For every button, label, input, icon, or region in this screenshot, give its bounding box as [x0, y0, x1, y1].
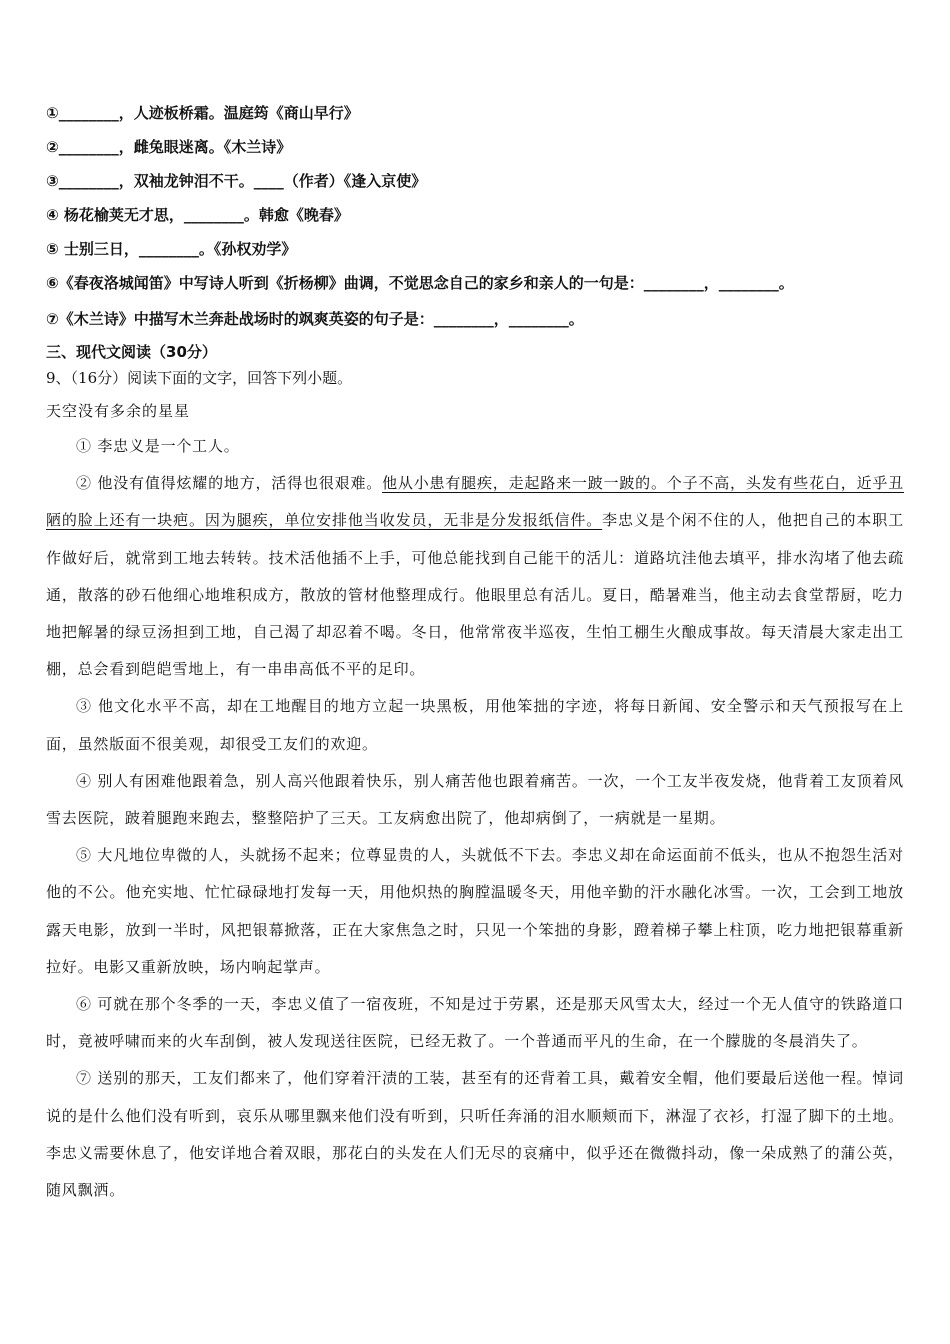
passage-title: 天空没有多余的星星	[46, 402, 191, 420]
paragraph-5: ⑤ 大凡地位卑微的人，头就扬不起来；位尊显贵的人，头就低不下去。李忠义却在命运面前不低头，也从不抱怨生活对他的不公。他充实地、忙忙碌碌地打发每一天，用他炽热的胸膛温暖冬天，用他辛勤的汗水融化冰雪。一次，工会到工地放露天电影，放到一半时，风把银幕掀落，正在大家焦急之时，只见一个笨拙的身影，蹬着梯子攀上柱顶，吃力地把银幕重新拉好。电影又重新放映，场内响起掌声。	[46, 846, 904, 976]
paragraph-2-start: ② 他没有值得炫耀的地方，活得也很艰难。	[76, 474, 383, 493]
underlined-passage: 他从小患有腿疾，走起路来一跛一跛的。个子不高，头发有些花白，近乎丑陋的脸上还有一块疤。因为腿疾，单位安排他当收发员，无非是分发报纸信件。	[46, 474, 904, 530]
fill-blank-7: ⑦《木兰诗》中描写木兰奔赴战场时的飒爽英姿的句子是：________，________。	[46, 310, 584, 328]
paragraph-2-end: 李忠义是个闲不住的人，他把自己的本职工作做好后，就常到工地去转转。技术活他插不上手，可他总能找到自己能干的活儿：道路坑洼他去填平，排水沟堵了他去疏通，散落的砂石他细心地堆积成方，散放的管材他整理成行。他眼里总有活儿。夏日，酷暑难当，他主动去食堂帮厨，吃力地把解暑的绿豆汤担到工地，自己渴了却忍着不喝。冬日，他常常夜半巡夜，生怕工棚生火酿成事故。每天清晨大家走出工棚，总会看到皑皑雪地上，有一串串高低不平的足印。	[46, 511, 904, 679]
fill-blank-3: ③________，双袖龙钟泪不干。____（作者）《逢入京使》	[46, 172, 427, 190]
paragraph-7: ⑦ 送别的那天，工友们都来了，他们穿着汗渍的工装，甚至有的还背着工具，戴着安全帽，他们要最后送他一程。悼词说的是什么他们没有听到，哀乐从哪里飘来他们没有听到，只听任奔涌的泪水顺颊而下，淋湿了衣衫，打湿了脚下的土地。李忠义需要休息了，他安详地合着双眼，那花白的头发在人们无尽的哀痛中，似乎还在微微抖动，像一朵成熟了的蒲公英，随风飘洒。	[46, 1069, 904, 1200]
fill-blank-6: ⑥《春夜洛城闻笛》中写诗人听到《折杨柳》曲调，不觉思念自己的家乡和亲人的一句是：________，________。	[46, 274, 794, 292]
paragraph-6: ⑥ 可就在那个冬季的一天，李忠义值了一宿夜班，不知是过于劳累，还是那天风雪太大，经过一个无人值守的铁路道口时，竟被呼啸而来的火车刮倒，被人发现送往医院，已经无救了。一个普通而平凡的生命，在一个朦胧的冬晨消失了。	[46, 995, 904, 1051]
fill-blank-2: ②________，雌兔眼迷离。《木兰诗》	[46, 138, 292, 156]
paragraph-4: ④ 别人有困难他跟着急，别人高兴他跟着快乐，别人痛苦他也跟着痛苦。一次，一个工友半夜发烧，他背着工友顶着风雪去医院，跛着腿跑来跑去，整整陪护了三天。工友病愈出院了，他却病倒了，一病就是一星期。	[46, 771, 904, 828]
paragraph-1: ① 李忠义是一个工人。	[76, 437, 240, 455]
paragraph-3: ③ 他文化水平不高，却在工地醒目的地方立起一块黑板，用他笨拙的字迹，将每日新闻、安全警示和天气预报写在上面，虽然版面不很美观，却很受工友们的欢迎。	[46, 697, 904, 753]
fill-blank-4: ④ 杨花榆荚无才思，________。韩愈《晚春》	[46, 206, 349, 224]
passage-body	[46, 428, 904, 1209]
fill-blank-5: ⑤ 士别三日，________。《孙权劝学》	[46, 240, 297, 258]
section-heading: 三、现代文阅读（30分）	[46, 343, 217, 361]
paragraph-2	[46, 465, 904, 688]
fill-blank-1: ①________，人迹板桥霜。温庭筠《商山早行》	[46, 104, 359, 122]
question-prompt: 9、（16分）阅读下面的文字，回答下列小题。	[46, 369, 353, 387]
